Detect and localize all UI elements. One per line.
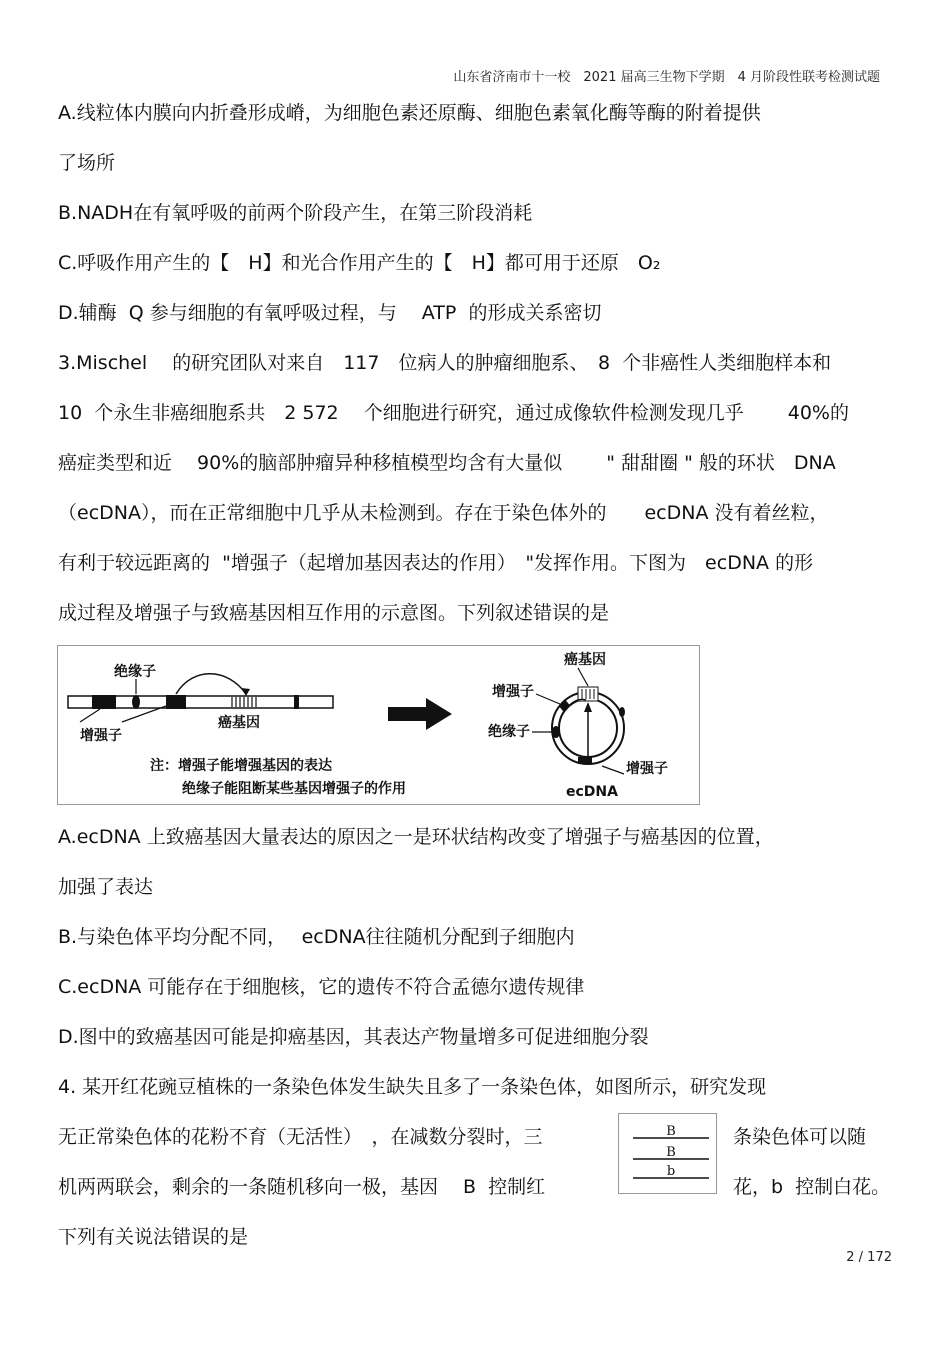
q2-option-c: C.呼吸作用产生的【 H】和光合作用产生的【 H】都可用于还原 O₂ — [58, 252, 661, 274]
q3-stem-line6: 成过程及增强子与致癌基因相互作用的示意图。下列叙述错误的是 — [58, 602, 610, 624]
q3-stem-line5: 有利于较远距离的 "增强子（起增加基因表达的作用） "发挥作用。下图为 ecDNA 的形 — [58, 552, 814, 574]
gene-label-3: b — [666, 1164, 676, 1179]
enhancer-action-arrow — [176, 674, 246, 694]
insulator-mark — [132, 695, 140, 709]
enhancer-block-right — [166, 695, 186, 709]
q4-stem-line3-right: 花，b 控制白花。 — [733, 1176, 891, 1198]
gene-label-1: B — [666, 1124, 676, 1139]
label-oncogene-ring: 癌基因 — [564, 652, 606, 668]
label-ecdna: ecDNA — [566, 784, 618, 800]
q4-stem-line2-right: 条染色体可以随 — [733, 1126, 867, 1148]
q3-stem-line4: （ecDNA），而在正常细胞中几乎从未检测到。存在于染色体外的 ecDNA 没有着丝粒， — [58, 502, 829, 524]
label-enhancer-ring-bottom: 增强子 — [626, 761, 668, 777]
q4-stem-line1: 4. 某开红花豌豆植株的一条染色体发生缺失且多了一条染色体，如图所示，研究发现 — [58, 1076, 767, 1098]
label-oncogene-left: 癌基因 — [218, 715, 260, 731]
q3-stem-line2: 10 个永生非癌细胞系共 2 572 个细胞进行研究，通过成像软件检测发现几乎 40%的 — [58, 402, 849, 424]
chromosome-figure — [618, 1113, 717, 1194]
page-header: 山东省济南市十一校 2021 届高三生物下学期 4 月阶段性联考检测试题 — [453, 70, 880, 85]
label-enhancer-left: 增强子 — [80, 728, 122, 744]
q2-option-d: D.辅酶 Q 参与细胞的有氧呼吸过程，与 ATP 的形成关系密切 — [58, 302, 602, 324]
q3-option-a-line1: A.ecDNA 上致癌基因大量表达的原因之一是环状结构改变了增强子与癌基因的位置， — [58, 826, 774, 848]
figure-note-line2: 绝缘子能阻断某些基因增强子的作用 — [182, 781, 406, 797]
label-insulator-ring: 绝缘子 — [488, 724, 530, 740]
q4-stem-line2-left: 无正常染色体的花粉不育（无活性） ，在减数分裂时，三 — [58, 1126, 543, 1148]
q2-option-b: B.NADH在有氧呼吸的前两个阶段产生，在第三阶段消耗 — [58, 202, 533, 224]
ecdna-figure — [57, 645, 700, 805]
q4-stem-line4: 下列有关说法错误的是 — [58, 1226, 249, 1248]
linear-chromosome — [68, 695, 333, 709]
q3-option-c: C.ecDNA 可能存在于细胞核，它的遗传不符合孟德尔遗传规律 — [58, 976, 585, 998]
oncogene-stripes — [232, 697, 256, 707]
transition-arrow — [388, 698, 452, 730]
q4-stem-line3-left: 机两两联会，剩余的一条随机移向一极，基因 B 控制红 — [58, 1176, 546, 1198]
q3-stem-line1: 3.Mischel 的研究团队对来自 117 位病人的肿瘤细胞系、 8 个非癌性人类细胞样本和 — [58, 352, 832, 374]
q3-option-d: D.图中的致癌基因可能是抑癌基因，其表达产物量增多可促进细胞分裂 — [58, 1026, 649, 1048]
q3-option-b: B.与染色体平均分配不同， ecDNA往往随机分配到子细胞内 — [58, 926, 575, 948]
q2-option-a-line2: 了场所 — [58, 152, 116, 174]
page-number: 2 / 172 — [846, 1250, 892, 1265]
figure-note-line1: 注：增强子能增强基因的表达 — [150, 758, 332, 774]
q3-option-a-line2: 加强了表达 — [58, 876, 154, 898]
q2-option-a-line1: A.线粒体内膜向内折叠形成嵴，为细胞色素还原酶、细胞色素氧化酶等酶的附着提供 — [58, 102, 761, 124]
circular-ecdna — [552, 687, 625, 764]
q3-stem-line3: 癌症类型和近 90%的脑部肿瘤异种移植模型均含有大量似 " 甜甜圈 " 般的环状 DNA — [58, 452, 836, 474]
label-enhancer-ring-top: 增强子 — [492, 684, 534, 700]
gene-label-2: B — [666, 1145, 676, 1160]
enhancer-block-left — [92, 695, 116, 709]
label-insulator-left: 绝缘子 — [114, 664, 156, 680]
